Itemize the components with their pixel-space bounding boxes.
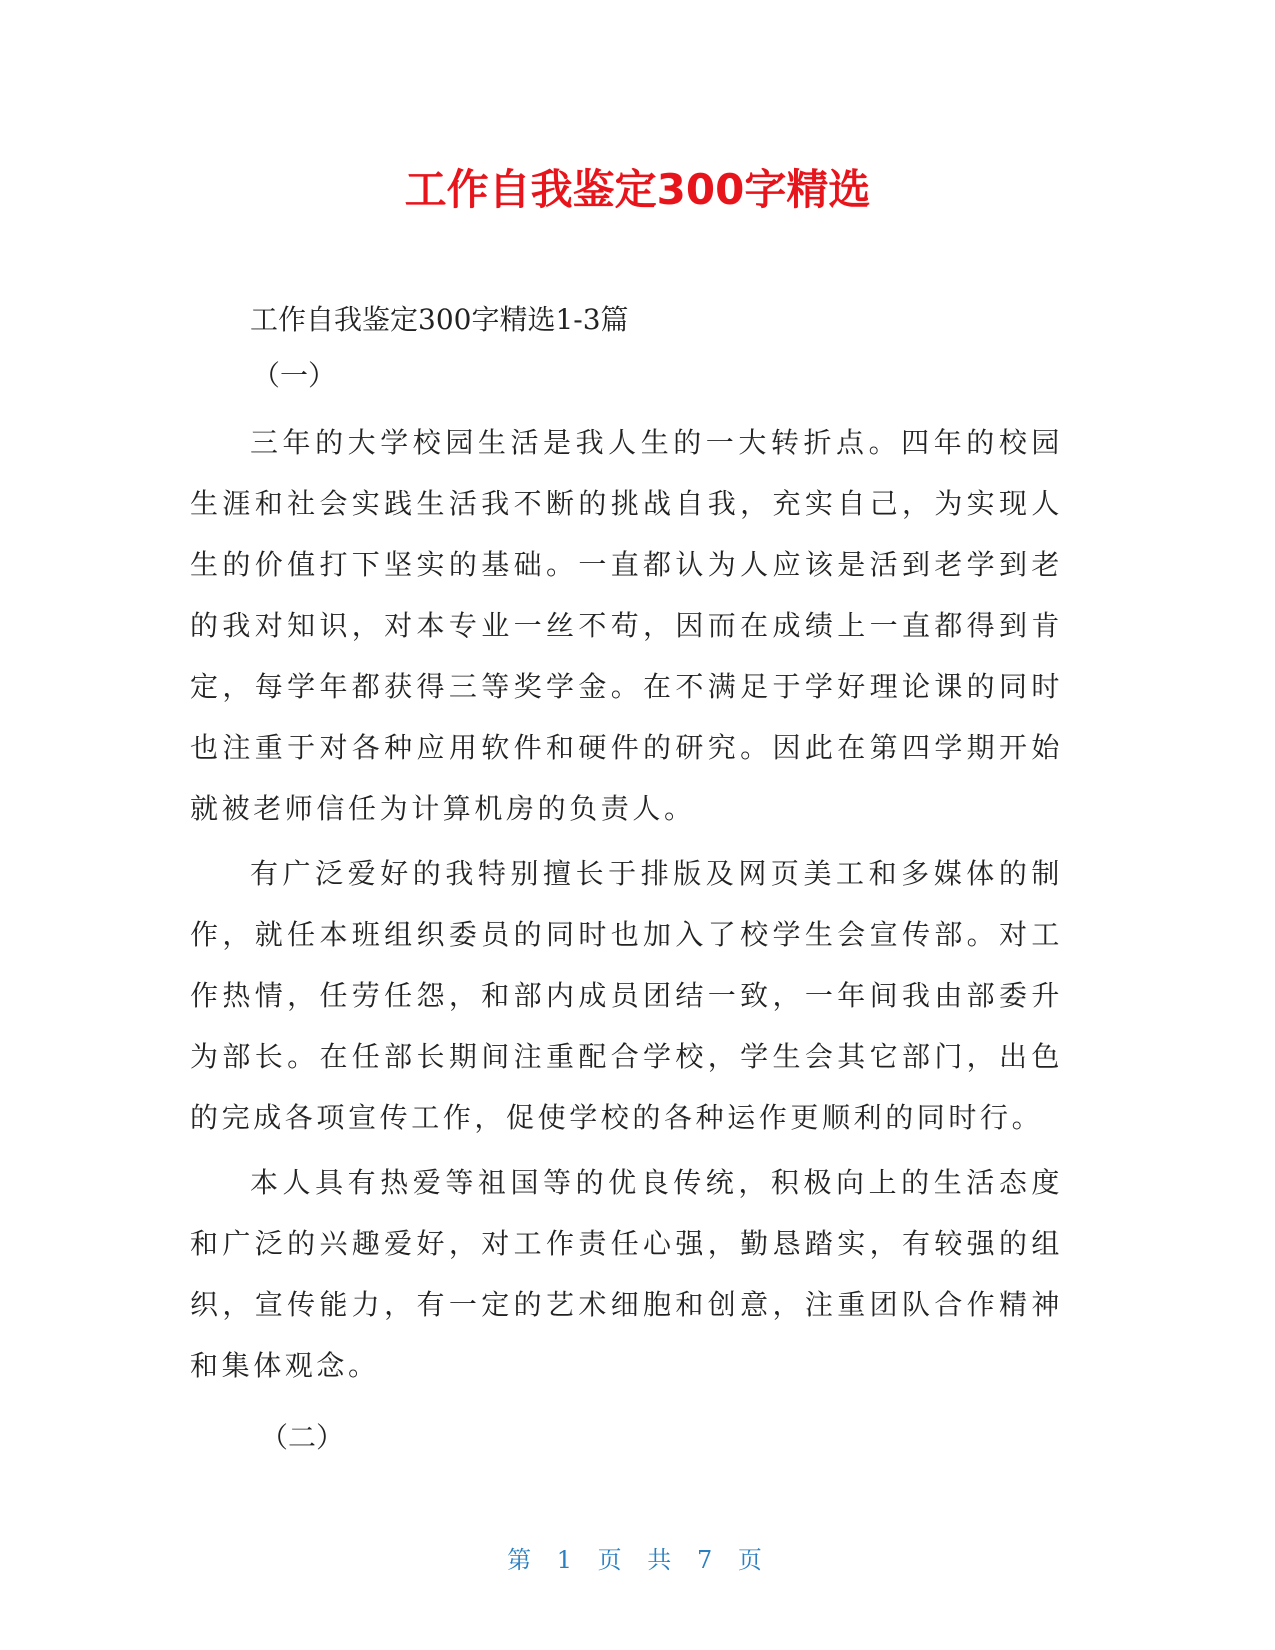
paragraph-3: 本人具有热爱等祖国等的优良传统，积极向上的生活态度和广泛的兴趣爱好，对工作责任心强，勤恳踏实，有较强的组织，宣传能力，有一定的艺术细胞和创意，注重团队合作精神和集体观念。 — [190, 1166, 1063, 1382]
document-body — [190, 292, 1063, 1474]
section-heading-1: （一） — [252, 359, 337, 392]
document-subtitle: 工作自我鉴定300字精选1-3篇 — [250, 303, 629, 336]
section-heading-2: （二） — [260, 1421, 345, 1454]
paragraph-2: 有广泛爱好的我特别擅长于排版及网页美工和多媒体的制作，就任本班组织委员的同时也加入了校学生会宣传部。对工作热情，任劳任怨，和部内成员团结一致，一年间我由部委升为部长。在任部长期间注重配合学校，学生会其它部门，出色的完成各项宣传工作，促使学校的各种运作更顺利的同时行。 — [190, 857, 1063, 1134]
paragraph-1: 三年的大学校园生活是我人生的一大转折点。四年的校园生涯和社会实践生活我不断的挑战自我，充实自己，为实现人生的价值打下坚实的基础。一直都认为人应该是活到老学到老的我对知识，对本专业一丝不苟，因而在成绩上一直都得到肯定，每学年都获得三等奖学金。在不满足于学好理论课的同时也注重于对各种应用软件和硬件的研究。因此在第四学期开始就被老师信任为计算机房的负责人。 — [190, 426, 1063, 825]
document-title: 工作自我鉴定300字精选 — [404, 165, 871, 214]
page-number-footer: 第 1 页 共 7 页 — [507, 1546, 768, 1574]
